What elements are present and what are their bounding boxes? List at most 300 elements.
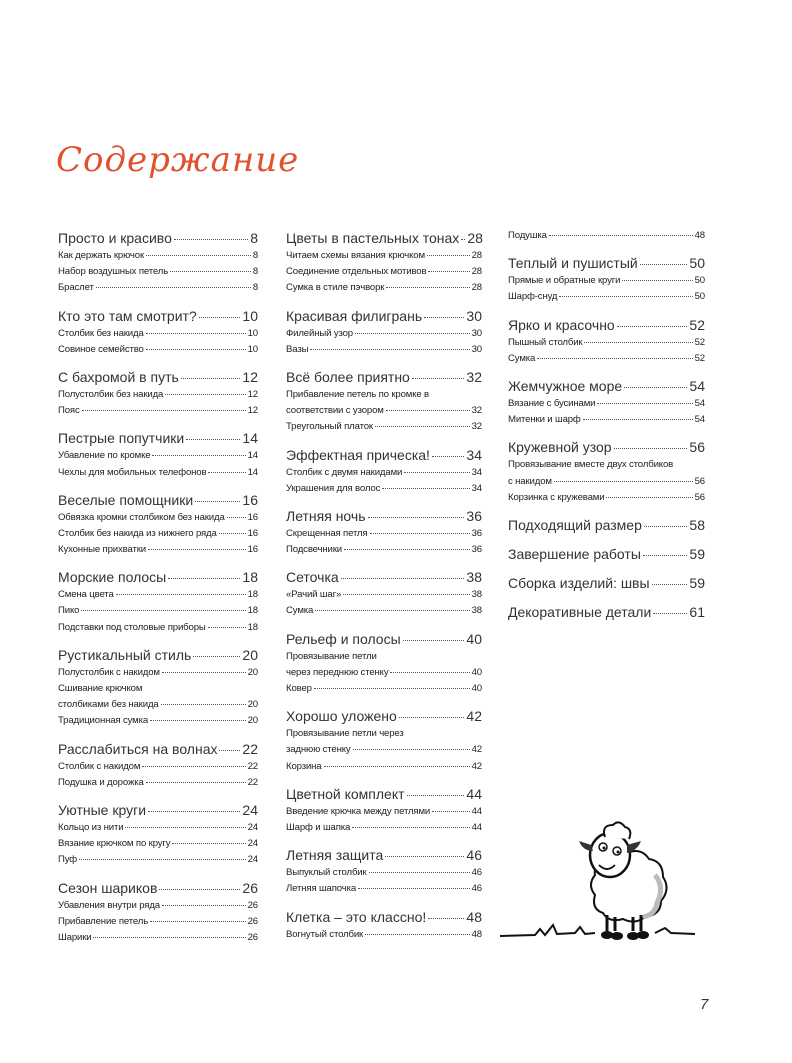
toc-entry[interactable] [508,337,705,353]
toc-entry[interactable] [58,715,258,731]
toc-entry-label: Пико [58,605,80,617]
toc-section [508,255,705,307]
toc-entry-label: заднюю стенку [286,744,351,756]
dot-leader [549,235,693,236]
toc-chapter-page: 42 [466,708,482,725]
toc-entry-label: Подушка [508,230,547,241]
toc-entry-label: Вязание крючком по кругу [58,838,171,850]
toc-chapter[interactable] [58,230,258,250]
dot-leader [165,394,245,395]
dot-leader [170,271,251,272]
toc-entry-page: 56 [694,475,705,487]
dot-leader [186,439,240,440]
toc-entry-page: 26 [247,899,258,911]
toc-entry[interactable] [286,344,482,360]
toc-section [58,492,258,561]
toc-chapter[interactable] [58,880,258,900]
toc-entry-label: Скрещенная петля [286,527,368,539]
toc-entry-label: Украшения для волос [286,482,381,494]
toc-entry-page: 10 [247,343,258,355]
toc-chapter[interactable] [286,369,482,389]
toc-entry-page: 10 [247,327,258,339]
toc-entry-page: 34 [471,482,482,494]
dot-leader [150,921,246,922]
toc-chapter-label: Теплый и пушистый [508,255,638,272]
toc-column-3 [508,230,705,633]
dot-leader [195,501,240,502]
toc-entry-label: Корзина [286,760,322,772]
toc-chapter-page: 48 [466,908,482,925]
dot-leader [537,358,692,359]
toc-section [58,741,258,793]
dot-leader [353,749,470,750]
toc-chapter[interactable] [58,741,258,761]
dot-leader [162,905,246,906]
toc-chapter[interactable] [286,569,482,589]
toc-section [58,430,258,482]
toc-chapter-page: 44 [466,785,482,802]
toc-chapter-label: Декоративные детали [508,603,652,620]
toc-entry-label: Митенки и шарф [508,414,581,426]
toc-entry-label: Подушка и дорожка [58,776,144,788]
toc-entry-page: 18 [247,621,258,633]
toc-entry[interactable] [58,589,258,605]
toc-entry[interactable] [508,459,705,475]
toc-chapter-label: С бахромой в путь [58,368,179,385]
dot-leader [355,333,470,334]
toc-entry[interactable] [58,250,258,266]
toc-entry-label: Набор воздушных петель [58,266,169,278]
toc-entry-label: Сумка [508,352,536,364]
toc-entry-page: 30 [471,343,482,355]
toc-entry-page: 56 [694,491,705,503]
toc-entry[interactable] [58,822,258,838]
toc-entry-page: 54 [694,397,705,409]
toc-entry[interactable] [286,250,482,266]
toc-chapter-label: Подходящий размер [508,516,642,533]
toc-chapter-page: 46 [466,847,482,864]
dot-leader [427,255,470,256]
toc-entry-label: Соединение отдельных мотивов [286,266,427,278]
toc-chapter-page: 10 [242,307,258,324]
toc-chapter[interactable] [286,786,482,806]
toc-chapter-label: Летняя защита [286,847,384,864]
dot-leader [461,239,465,240]
toc-entry[interactable] [58,266,258,282]
toc-chapter-page: 58 [689,516,705,533]
toc-chapter-page: 8 [250,230,258,246]
toc-entry-label: Вазы [286,343,309,355]
toc-entry-label: Филейный узор [286,327,353,339]
dot-leader [227,517,246,518]
toc-entry[interactable] [58,544,258,560]
dot-leader [81,610,245,611]
toc-chapter-page: 50 [689,255,705,272]
toc-entry-label: Браслет [58,282,94,294]
toc-entry-label: Корзинка с кружевами [508,491,605,503]
toc-entry[interactable] [58,916,258,932]
toc-entry-label: Пуф [58,854,78,866]
toc-chapter-label: Клетка – это классно! [286,908,427,925]
toc-chapter[interactable] [58,430,258,450]
toc-entry[interactable] [58,667,258,683]
toc-chapter[interactable] [508,439,705,459]
toc-chapter[interactable] [508,546,705,566]
toc-entry-page: 42 [471,760,482,772]
toc-entry-label: Вогнутый столбик [286,928,364,940]
toc-entry[interactable] [58,512,258,528]
toc-chapter-page: 22 [242,740,258,757]
toc-chapter-label: Просто и красиво [58,230,172,246]
dot-leader [559,296,692,297]
dot-leader [125,827,245,828]
toc-entry-page: 44 [471,821,482,833]
toc-entry[interactable] [508,353,705,369]
dot-leader [584,342,692,343]
dot-leader [370,533,470,534]
toc-chapter-page: 14 [242,430,258,447]
dot-leader [385,856,464,857]
toc-entry-label: Прибавление петель [58,915,149,927]
toc-entry-label: Столбик без накида из нижнего ряда [58,527,217,539]
toc-entry[interactable] [286,266,482,282]
dot-leader [432,456,464,457]
toc-entry[interactable] [58,854,258,870]
toc-entry-label: Вязание с бусинами [508,397,596,409]
dot-leader [583,419,693,420]
dot-leader [159,889,240,890]
toc-entry[interactable] [58,838,258,854]
toc-entry-page: 12 [247,405,258,417]
dot-leader [146,255,251,256]
dot-leader [172,843,245,844]
toc-entry-page: 20 [247,699,258,711]
toc-entry[interactable] [286,605,482,621]
toc-chapter-label: Сезон шариков [58,879,158,896]
dot-leader [404,472,469,473]
dot-leader [146,349,246,350]
toc-chapter-page: 59 [689,574,705,591]
toc-chapter[interactable] [58,492,258,512]
toc-entry[interactable] [58,932,258,948]
toc-entry[interactable] [508,476,705,492]
dot-leader [219,533,246,534]
toc-chapter-page: 18 [242,569,258,586]
toc-chapter[interactable] [58,647,258,667]
toc-entry-page: 32 [471,405,482,417]
toc-column-2 [286,230,482,954]
dot-leader [148,811,240,812]
toc-chapter[interactable] [508,378,705,398]
toc-entry-page: 48 [471,928,482,940]
toc-entry-page: 42 [471,744,482,756]
toc-entry-page: 16 [247,511,258,523]
dot-leader [382,488,469,489]
dot-leader [208,472,245,473]
toc-entry-page: 18 [247,605,258,617]
toc-entry[interactable] [58,777,258,793]
toc-chapter[interactable] [286,708,482,728]
toc-entry[interactable] [58,605,258,621]
toc-entry[interactable] [58,528,258,544]
toc-entry-page: 22 [247,776,258,788]
dot-leader [181,378,241,379]
toc-column-1 [58,230,258,957]
toc-entry-label: Шарф и шапка [286,821,351,833]
dot-leader [412,378,465,379]
toc-entry-label: Прибавление петель по кромке в [286,388,430,400]
dot-leader [208,627,246,628]
toc-entry-label: Провязывание петли через [286,728,404,740]
toc-entry-page: 32 [471,421,482,433]
toc-section [58,230,258,299]
toc-chapter[interactable] [286,909,482,929]
toc-entry[interactable] [508,414,705,430]
toc-entry[interactable] [286,405,482,421]
dot-leader [614,448,688,449]
toc-chapter[interactable] [286,447,482,467]
toc-entry-label: Полустолбик без накида [58,388,164,400]
toc-entry-page: 8 [252,266,258,278]
toc-chapter[interactable] [58,569,258,589]
toc-entry[interactable] [508,492,705,508]
toc-chapter[interactable] [58,308,258,328]
toc-section [508,517,705,537]
toc-entry-page: 52 [694,336,705,348]
toc-entry[interactable] [58,389,258,405]
toc-chapter-label: Рустикальный стиль [58,646,192,663]
toc-entry[interactable] [286,761,482,777]
toc-entry-page: 44 [471,805,482,817]
dot-leader [142,766,245,767]
toc-chapter-page: 30 [466,307,482,324]
toc-chapter-label: Эффектная прическа! [286,446,430,463]
toc-section [286,786,482,838]
toc-entry-label: Летняя шапочка [286,883,357,895]
toc-entry-label: Как держать крючок [58,250,145,261]
toc-entry[interactable] [286,528,482,544]
dot-leader [432,811,470,812]
toc-chapter[interactable] [508,604,705,624]
toc-entry-page: 38 [471,605,482,617]
dot-leader [554,481,693,482]
toc-chapter-label: Красивая филигрань [286,307,423,324]
toc-entry-page: 36 [471,527,482,539]
dot-leader [79,859,246,860]
toc-chapter-page: 16 [242,491,258,508]
dot-leader [643,555,688,556]
toc-chapter-label: Уютные круги [58,801,147,818]
toc-entry-page: 24 [247,821,258,833]
toc-entry[interactable] [508,291,705,307]
toc-section [508,546,705,566]
toc-entry-label: Совиное семейство [58,343,144,355]
toc-entry[interactable] [286,421,482,437]
toc-section [508,604,705,624]
dot-leader [344,549,470,550]
dot-leader [341,578,465,579]
toc-section [286,909,482,945]
toc-chapter-label: Цветной комплект [286,785,405,802]
toc-chapter[interactable] [58,369,258,389]
dot-leader [617,326,688,327]
toc-entry-label: Обвязка кромки столбиком без накида [58,511,225,523]
toc-chapter-page: 36 [466,507,482,524]
toc-chapter[interactable] [508,575,705,595]
toc-entry-label: Сумка в стиле пэчворк [286,282,385,294]
toc-chapter[interactable] [508,517,705,537]
toc-entry-label: Сумка [286,605,314,617]
toc-chapter[interactable] [508,317,705,337]
dot-leader [343,594,469,595]
toc-entry-page: 14 [247,450,258,462]
toc-chapter[interactable] [286,508,482,528]
toc-chapter[interactable] [58,802,258,822]
toc-entry-label: Столбик с накидом [58,760,141,772]
toc-entry-label: Шарф-снуд [508,291,558,303]
toc-section [508,230,705,246]
toc-entry[interactable] [286,744,482,760]
toc-entry[interactable] [286,883,482,899]
toc-chapter[interactable] [286,308,482,328]
toc-section [508,439,705,508]
toc-entry[interactable] [508,275,705,291]
toc-entry[interactable] [286,651,482,667]
toc-entry[interactable] [58,344,258,360]
toc-entry-page: 14 [247,466,258,478]
toc-entry-page: 28 [471,282,482,294]
dot-leader [652,584,688,585]
toc-entry[interactable] [58,328,258,344]
dot-leader [148,549,246,550]
dot-leader [314,688,470,689]
toc-chapter-page: 26 [242,879,258,896]
dot-leader [199,317,241,318]
toc-chapter-label: Ярко и красочно [508,316,615,333]
toc-entry[interactable] [286,467,482,483]
toc-entry[interactable] [286,544,482,560]
dot-leader [644,526,688,527]
toc-entry-page: 26 [247,931,258,943]
toc-entry[interactable] [286,483,482,499]
toc-entry-label: Выпуклый столбик [286,867,367,879]
toc-entry-page: 8 [252,282,258,294]
toc-chapter[interactable] [286,847,482,867]
dot-leader [375,426,470,427]
toc-entry[interactable] [286,328,482,344]
toc-entry-page: 38 [471,589,482,601]
toc-entry[interactable] [58,683,258,699]
toc-entry[interactable] [286,929,482,945]
toc-entry[interactable] [286,683,482,699]
toc-entry-label: Провязывание петли [286,650,377,662]
toc-entry[interactable] [58,761,258,777]
toc-section [286,631,482,700]
toc-entry-page: 12 [247,388,258,400]
dot-leader [403,640,465,641]
toc-entry-label: Прямые и обратные круги [508,275,621,287]
toc-entry-page: 30 [471,327,482,339]
toc-entry[interactable] [286,728,482,744]
toc-entry-page: 20 [247,715,258,727]
toc-entry[interactable] [286,282,482,298]
toc-entry[interactable] [58,699,258,715]
toc-entry[interactable] [58,467,258,483]
dot-leader [93,937,245,938]
toc-chapter-page: 59 [689,545,705,562]
dot-leader [399,717,465,718]
toc-chapter[interactable] [286,631,482,651]
toc-entry-page: 20 [247,666,258,678]
toc-entry[interactable] [58,405,258,421]
toc-chapter-label: Сеточка [286,569,339,586]
dot-leader [365,934,470,935]
page-number: 7 [700,996,709,1013]
dot-leader [116,594,246,595]
toc-chapter-label: Хорошо уложено [286,708,397,725]
toc-entry-label: Читаем схемы вязания крючком [286,250,425,261]
toc-section [58,369,258,421]
toc-entry[interactable] [286,867,482,883]
toc-entry[interactable] [508,230,705,246]
toc-entry[interactable] [58,282,258,298]
dot-leader [428,271,469,272]
toc-entry[interactable] [286,806,482,822]
toc-entry-label: с накидом [508,475,552,487]
toc-chapter-page: 40 [466,630,482,647]
toc-entry-page: 40 [471,666,482,678]
dot-leader [428,918,464,919]
toc-entry[interactable] [286,822,482,838]
toc-entry-label: «Рачий шаг» [286,589,342,601]
dot-leader [352,827,469,828]
toc-entry[interactable] [58,622,258,638]
toc-entry[interactable] [286,389,482,405]
toc-entry[interactable] [286,667,482,683]
page-title: Содержание [56,140,300,180]
toc-entry[interactable] [286,589,482,605]
toc-chapter-page: 28 [467,230,483,246]
dot-leader [310,349,469,350]
toc-chapter-label: Летняя ночь [286,507,366,524]
toc-chapter[interactable] [508,255,705,275]
toc-chapter[interactable] [286,230,482,250]
toc-entry-label: Введение крючка между петлями [286,805,431,817]
toc-chapter-label: Морские полосы [58,569,167,586]
dot-leader [315,610,469,611]
toc-chapter-label: Всё более приятно [286,368,410,385]
dot-leader [407,795,465,796]
toc-entry-page: 24 [247,854,258,866]
toc-chapter-page: 24 [242,801,258,818]
toc-chapter-label: Цветы в пастельных тонах [286,230,460,246]
dot-leader [168,578,240,579]
toc-entry-page: 50 [694,291,705,303]
toc-chapter-page: 34 [466,446,482,463]
toc-entry[interactable] [58,450,258,466]
toc-section [286,369,482,438]
toc-entry-label: Провязывание вместе двух столбиков [508,459,674,471]
toc-section [58,802,258,871]
toc-entry-page: 22 [247,760,258,772]
toc-entry-label: Шарики [58,931,92,943]
toc-entry-page: 28 [471,266,482,278]
toc-section [58,880,258,949]
toc-entry[interactable] [508,398,705,414]
toc-section [508,378,705,430]
toc-chapter-page: 56 [689,439,705,456]
toc-entry[interactable] [58,900,258,916]
